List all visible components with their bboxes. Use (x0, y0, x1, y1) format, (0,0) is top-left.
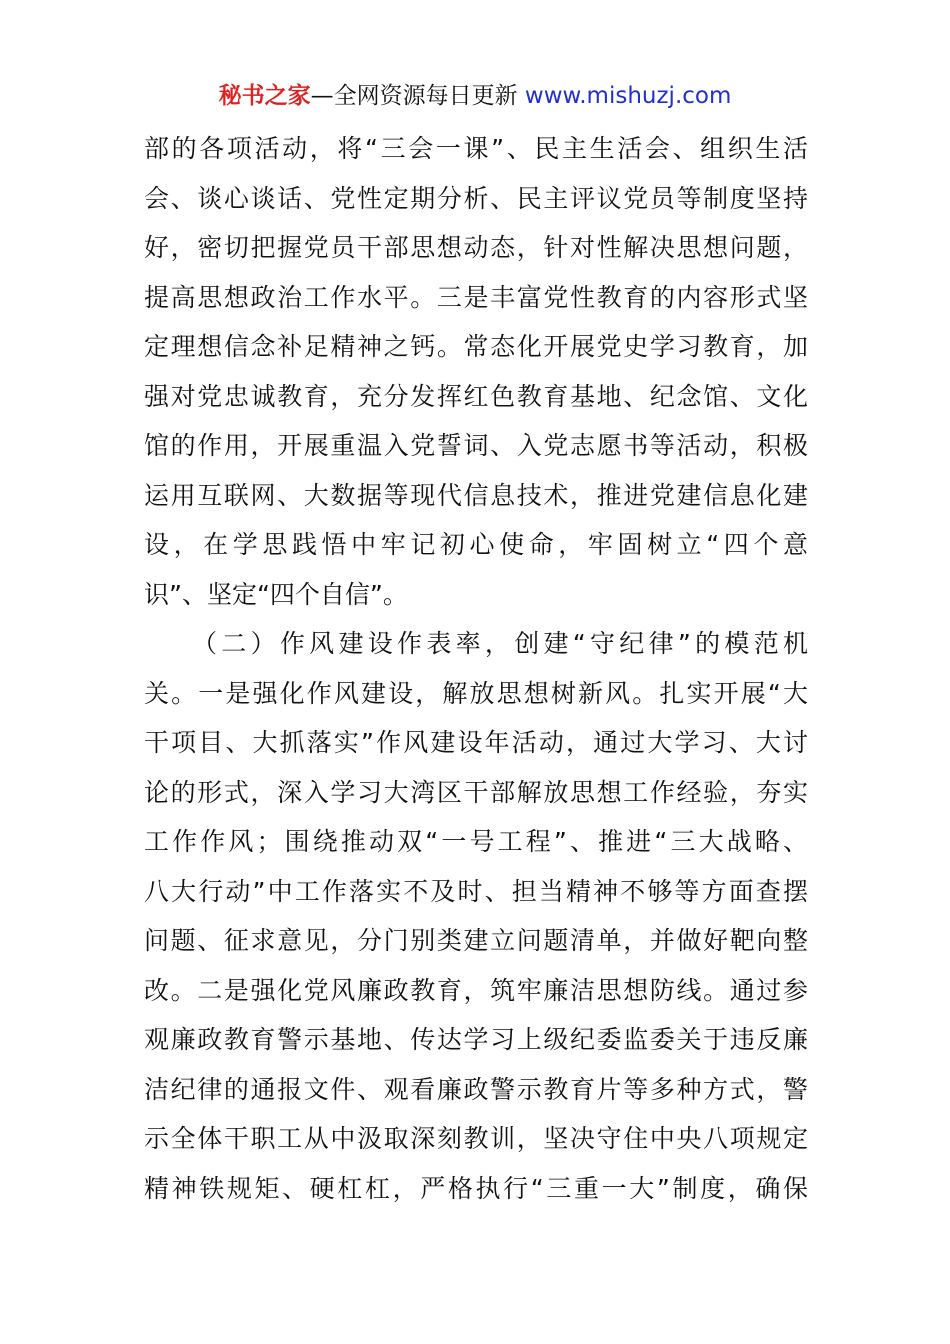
text-line: 定理想信念补足精神之钙。常态化开展党史学习教育，加 (144, 332, 808, 361)
site-brand: 秘书之家 (218, 83, 311, 109)
site-header (0, 80, 950, 112)
text-line: 提高思想政治工作水平。三是丰富党性教育的内容形式坚 (144, 282, 808, 312)
site-url-link[interactable]: www.mishuzj.com (524, 83, 732, 109)
text-line: 论的形式，深入学习大湾区干部解放思想工作经验，夯实 (144, 777, 808, 807)
text-line: 设，在学思践悟中牢记初心使命，牢固树立“四个意 (144, 530, 808, 559)
text-line: 洁纪律的通报文件、观看廉政警示教育片等多种方式，警 (144, 1074, 808, 1104)
text-line: 关。一是强化作风建设，解放思想树新风。扎实开展“大 (144, 678, 808, 708)
text-line: 会、谈心谈话、党性定期分析、民主评议党员等制度坚持 (144, 183, 808, 213)
text-line: 运用互联网、大数据等现代信息技术，推进党建信息化建 (144, 480, 808, 510)
text-line: 观廉政教育警示基地、传达学习上级纪委监委关于违反廉 (144, 1025, 808, 1054)
section-heading-line: （二）作风建设作表率，创建“守纪律”的模范机 (192, 629, 808, 658)
text-line: 八大行动”中工作落实不及时、担当精神不够等方面查摆 (144, 876, 808, 906)
text-line: 部的各项活动，将“三会一课”、民主生活会、组织生活 (144, 134, 808, 163)
document-body (144, 124, 808, 1213)
text-line: 工作作风；围绕推动双“一号工程”、推进“三大战略、 (144, 827, 808, 856)
site-tagline: —全网资源每日更新 (310, 83, 525, 109)
text-line: 改。二是强化党风廉政教育，筑牢廉洁思想防线。通过参 (144, 975, 808, 1005)
text-line: 强对党忠诚教育，充分发挥红色教育基地、纪念馆、文化 (144, 381, 808, 411)
text-line: 问题、征求意见，分门别类建立问题清单，并做好靶向整 (144, 926, 808, 955)
text-line: 馆的作用，开展重温入党誓词、入党志愿书等活动，积极 (144, 431, 808, 460)
text-line: 识”、坚定“四个自信”。 (144, 579, 408, 609)
text-line: 示全体干职工从中汲取深刻教训，坚决守住中央八项规定 (144, 1124, 808, 1153)
text-line: 好，密切把握党员干部思想动态，针对性解决思想问题， (144, 233, 808, 262)
text-line: 精神铁规矩、硬杠杠，严格执行“三重一大”制度，确保 (144, 1173, 808, 1203)
text-line: 干项目、大抓落实”作风建设年活动，通过大学习、大讨 (144, 728, 808, 757)
